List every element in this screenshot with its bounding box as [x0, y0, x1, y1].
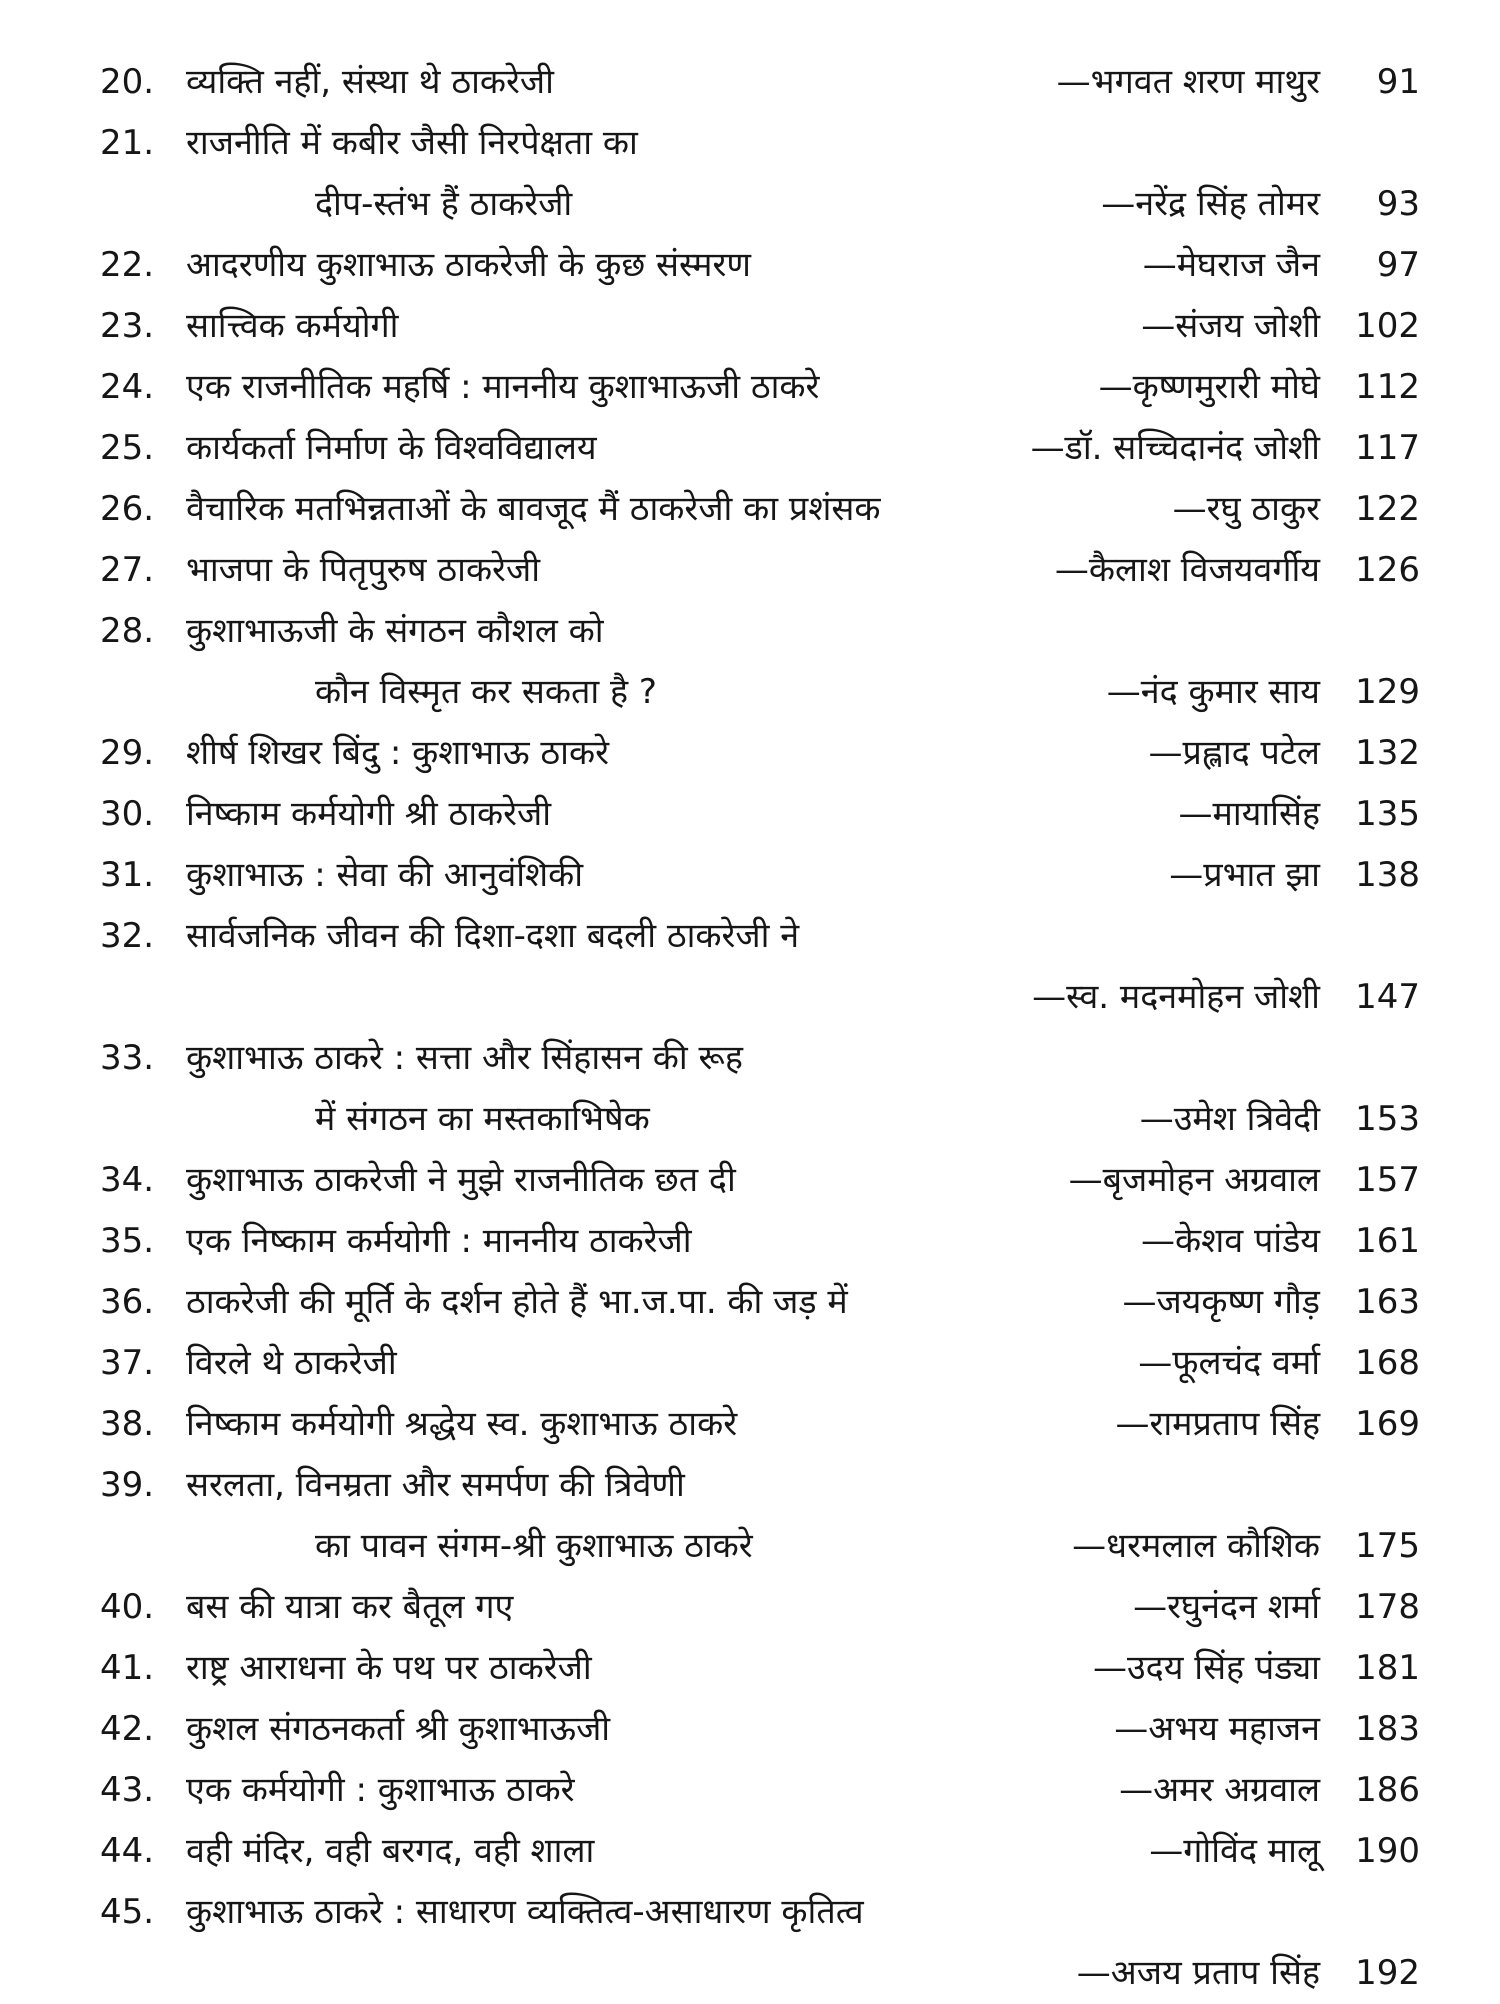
entry-title: सात्त्विक कर्मयोगी	[186, 306, 399, 346]
entry-page-number: 122	[1355, 489, 1420, 529]
entry-author: —मायासिंह	[1178, 794, 1320, 834]
entry-attribution	[1032, 967, 1420, 1028]
entry-author: —कृष्णमुरारी मोघे	[1098, 367, 1320, 407]
entry-author: —धरमलाल कौशिक	[1072, 1526, 1320, 1566]
entry-page-number: 138	[1355, 855, 1420, 895]
entry-page-number: 132	[1355, 733, 1420, 773]
toc-row	[100, 235, 1420, 296]
entry-page-number: 91	[1376, 62, 1420, 102]
toc-row	[100, 418, 1420, 479]
toc-row	[100, 601, 1420, 662]
entry-author: —उमेश त्रिवेदी	[1139, 1099, 1320, 1139]
entry-page-number: 178	[1355, 1587, 1420, 1627]
entry-page-number: 175	[1355, 1526, 1420, 1566]
entry-author: —बृजमोहन अग्रवाल	[1068, 1160, 1320, 1200]
entry-author: —स्व. मदनमोहन जोशी	[1032, 977, 1320, 1017]
entry-attribution	[1115, 1394, 1420, 1455]
entry-title: का पावन संगम-श्री कुशाभाऊ ठाकरे	[315, 1526, 753, 1566]
entry-title: कुशल संगठनकर्ता श्री कुशाभाऊजी	[186, 1709, 611, 1749]
entry-page-number: 135	[1355, 794, 1420, 834]
entry-page-number: 192	[1355, 1953, 1420, 1993]
toc-row	[100, 1333, 1420, 1394]
entry-page-number: 153	[1355, 1099, 1420, 1139]
entry-author: —गोविंद मालू	[1149, 1831, 1320, 1871]
entry-title: एक कर्मयोगी : कुशाभाऊ ठाकरे	[186, 1770, 575, 1810]
entry-number: 42.	[100, 1709, 155, 1749]
entry-title: कौन विस्मृत कर सकता है ?	[315, 672, 657, 712]
entry-attribution	[1057, 52, 1420, 113]
entry-title: कुशाभाऊ ठाकरेजी ने मुझे राजनीतिक छत दी	[186, 1160, 736, 1200]
entry-attribution	[1143, 235, 1420, 296]
entry-page-number: 161	[1355, 1221, 1420, 1261]
entry-attribution	[1107, 662, 1420, 723]
entry-number: 20.	[100, 62, 155, 102]
entry-author: —फूलचंद वर्मा	[1138, 1343, 1320, 1383]
toc-row	[100, 1577, 1420, 1638]
entry-page-number: 97	[1376, 245, 1420, 285]
entry-title: निष्काम कर्मयोगी श्रद्धेय स्व. कुशाभाऊ ठाकरे	[186, 1404, 738, 1444]
entry-title: कुशाभाऊ : सेवा की आनुवंशिकी	[186, 855, 584, 895]
entry-author: —मेघराज जैन	[1142, 245, 1320, 285]
entry-author: —अमर अग्रवाल	[1119, 1770, 1320, 1810]
toc-row	[100, 1516, 1420, 1577]
entry-page-number: 163	[1355, 1282, 1420, 1322]
entry-title: व्यक्ति नहीं, संस्था थे ठाकरेजी	[186, 62, 554, 102]
entry-page-number: 147	[1355, 977, 1420, 1017]
toc-row	[100, 1150, 1420, 1211]
entry-title: वही मंदिर, वही बरगद, वही शाला	[186, 1831, 595, 1871]
entry-title: वैचारिक मतभिन्नताओं के बावजूद मैं ठाकरेजी का प्रशंसक	[186, 489, 881, 529]
entry-number: 45.	[100, 1892, 155, 1932]
entry-number: 32.	[100, 916, 155, 956]
entry-attribution	[1141, 296, 1420, 357]
entry-author: —रघु ठाकुर	[1172, 489, 1320, 529]
entry-number: 22.	[100, 245, 155, 285]
entry-number: 33.	[100, 1038, 155, 1078]
entry-page-number: 129	[1355, 672, 1420, 712]
entry-page-number: 102	[1355, 306, 1420, 346]
toc-row	[100, 357, 1420, 418]
entry-number: 38.	[100, 1404, 155, 1444]
entry-title: विरले थे ठाकरेजी	[186, 1343, 397, 1383]
entry-number: 23.	[100, 306, 155, 346]
toc-row	[100, 1394, 1420, 1455]
entry-title: राजनीति में कबीर जैसी निरपेक्षता का	[186, 123, 638, 163]
entry-author: —रामप्रताप सिंह	[1115, 1404, 1320, 1444]
entry-title: भाजपा के पितृपुरुष ठाकरेजी	[186, 550, 540, 590]
toc-row	[100, 1272, 1420, 1333]
toc-row	[100, 1943, 1420, 2004]
entry-number: 36.	[100, 1282, 155, 1322]
entry-attribution	[1140, 1089, 1420, 1150]
entry-page-number: 190	[1355, 1831, 1420, 1871]
toc-row	[100, 479, 1420, 540]
entry-attribution	[1077, 1943, 1420, 2004]
entry-number: 37.	[100, 1343, 155, 1383]
toc-row	[100, 52, 1420, 113]
entry-attribution	[1133, 1577, 1420, 1638]
entry-page-number: 169	[1355, 1404, 1420, 1444]
toc-row	[100, 1455, 1420, 1516]
entry-number: 44.	[100, 1831, 155, 1871]
entry-attribution	[1093, 1638, 1420, 1699]
entry-author: —जयकृष्ण गौड़	[1122, 1282, 1320, 1322]
table-of-contents	[100, 52, 1420, 2004]
toc-row	[100, 113, 1420, 174]
entry-attribution	[1149, 723, 1420, 784]
entry-attribution	[1119, 1760, 1420, 1821]
entry-author: —कैलाश विजयवर्गीय	[1054, 550, 1320, 590]
entry-title: कार्यकर्ता निर्माण के विश्वविद्यालय	[186, 428, 597, 468]
entry-attribution	[1141, 1211, 1420, 1272]
entry-author: —भगवत शरण माथुर	[1056, 62, 1320, 102]
entry-number: 34.	[100, 1160, 155, 1200]
entry-author: —केशव पांडेय	[1141, 1221, 1320, 1261]
entry-number: 39.	[100, 1465, 155, 1505]
entry-attribution	[1099, 357, 1420, 418]
entry-page-number: 112	[1355, 367, 1420, 407]
entry-attribution	[1069, 1150, 1420, 1211]
entry-page-number: 186	[1355, 1770, 1420, 1810]
entry-attribution	[1138, 1333, 1420, 1394]
toc-row	[100, 1821, 1420, 1882]
entry-number: 24.	[100, 367, 155, 407]
entry-author: —प्रह्लाद पटेल	[1148, 733, 1320, 773]
entry-title: आदरणीय कुशाभाऊ ठाकरेजी के कुछ संस्मरण	[186, 245, 751, 285]
entry-page-number: 183	[1355, 1709, 1420, 1749]
entry-title: एक निष्काम कर्मयोगी : माननीय ठाकरेजी	[186, 1221, 692, 1261]
entry-title: दीप-स्तंभ हैं ठाकरेजी	[315, 184, 573, 224]
toc-row	[100, 1882, 1420, 1943]
entry-author: —अजय प्रताप सिंह	[1076, 1953, 1320, 1993]
toc-row	[100, 1028, 1420, 1089]
entry-author: —अभय महाजन	[1114, 1709, 1320, 1749]
entry-title: में संगठन का मस्तकाभिषेक	[315, 1099, 650, 1139]
entry-attribution	[1101, 174, 1420, 235]
entry-number: 26.	[100, 489, 155, 529]
toc-row	[100, 906, 1420, 967]
entry-page-number: 181	[1355, 1648, 1420, 1688]
entry-attribution	[1169, 845, 1420, 906]
entry-title: एक राजनीतिक महर्षि : माननीय कुशाभाऊजी ठाकरे	[186, 367, 820, 407]
toc-row	[100, 845, 1420, 906]
entry-number: 30.	[100, 794, 155, 834]
entry-author: —नरेंद्र सिंह तोमर	[1101, 184, 1320, 224]
entry-number: 40.	[100, 1587, 155, 1627]
entry-author: —डॉ. सच्चिदानंद जोशी	[1030, 428, 1320, 468]
toc-row	[100, 296, 1420, 357]
entry-number: 43.	[100, 1770, 155, 1810]
entry-attribution	[1114, 1699, 1420, 1760]
entry-attribution	[1031, 418, 1420, 479]
entry-author: —उदय सिंह पंड्या	[1093, 1648, 1320, 1688]
toc-row	[100, 784, 1420, 845]
entry-attribution	[1149, 1821, 1420, 1882]
entry-title: कुशाभाऊजी के संगठन कौशल को	[186, 611, 604, 651]
toc-row	[100, 1638, 1420, 1699]
entry-page-number: 93	[1376, 184, 1420, 224]
toc-row	[100, 723, 1420, 784]
entry-number: 29.	[100, 733, 155, 773]
entry-attribution	[1122, 1272, 1420, 1333]
entry-author: —संजय जोशी	[1141, 306, 1320, 346]
entry-title: कुशाभाऊ ठाकरे : सत्ता और सिंहासन की रूह	[186, 1038, 743, 1078]
entry-title: ठाकरेजी की मूर्ति के दर्शन होते हैं भा.ज.पा. की जड़ में	[186, 1282, 848, 1322]
toc-row	[100, 1699, 1420, 1760]
entry-title: शीर्ष शिखर बिंदु : कुशाभाऊ ठाकरे	[186, 733, 610, 773]
toc-row	[100, 1211, 1420, 1272]
entry-author: —नंद कुमार साय	[1106, 672, 1320, 712]
entry-title: निष्काम कर्मयोगी श्री ठाकरेजी	[186, 794, 552, 834]
entry-number: 27.	[100, 550, 155, 590]
entry-number: 41.	[100, 1648, 155, 1688]
entry-attribution	[1173, 479, 1420, 540]
entry-title: राष्ट्र आराधना के पथ पर ठाकरेजी	[186, 1648, 592, 1688]
toc-row	[100, 1760, 1420, 1821]
toc-row	[100, 662, 1420, 723]
entry-number: 31.	[100, 855, 155, 895]
entry-page-number: 168	[1355, 1343, 1420, 1383]
entry-page-number: 117	[1355, 428, 1420, 468]
entry-attribution	[1055, 540, 1420, 601]
entry-page-number: 126	[1355, 550, 1420, 590]
entry-number: 28.	[100, 611, 155, 651]
entry-attribution	[1178, 784, 1420, 845]
entry-author: —रघुनंदन शर्मा	[1133, 1587, 1320, 1627]
toc-row	[100, 540, 1420, 601]
entry-title: सरलता, विनम्रता और समर्पण की त्रिवेणी	[186, 1465, 685, 1505]
entry-title: बस की यात्रा कर बैतूल गए	[186, 1587, 514, 1627]
entry-attribution	[1072, 1516, 1420, 1577]
entry-author: —प्रभात झा	[1169, 855, 1320, 895]
toc-row	[100, 1089, 1420, 1150]
entry-number: 25.	[100, 428, 155, 468]
entry-title: सार्वजनिक जीवन की दिशा-दशा बदली ठाकरेजी ने	[186, 916, 800, 956]
entry-page-number: 157	[1355, 1160, 1420, 1200]
entry-number: 21.	[100, 123, 155, 163]
entry-number: 35.	[100, 1221, 155, 1261]
entry-title: कुशाभाऊ ठाकरे : साधारण व्यक्तित्व-असाधारण कृतित्व	[186, 1892, 864, 1932]
toc-row	[100, 967, 1420, 1028]
toc-row	[100, 174, 1420, 235]
